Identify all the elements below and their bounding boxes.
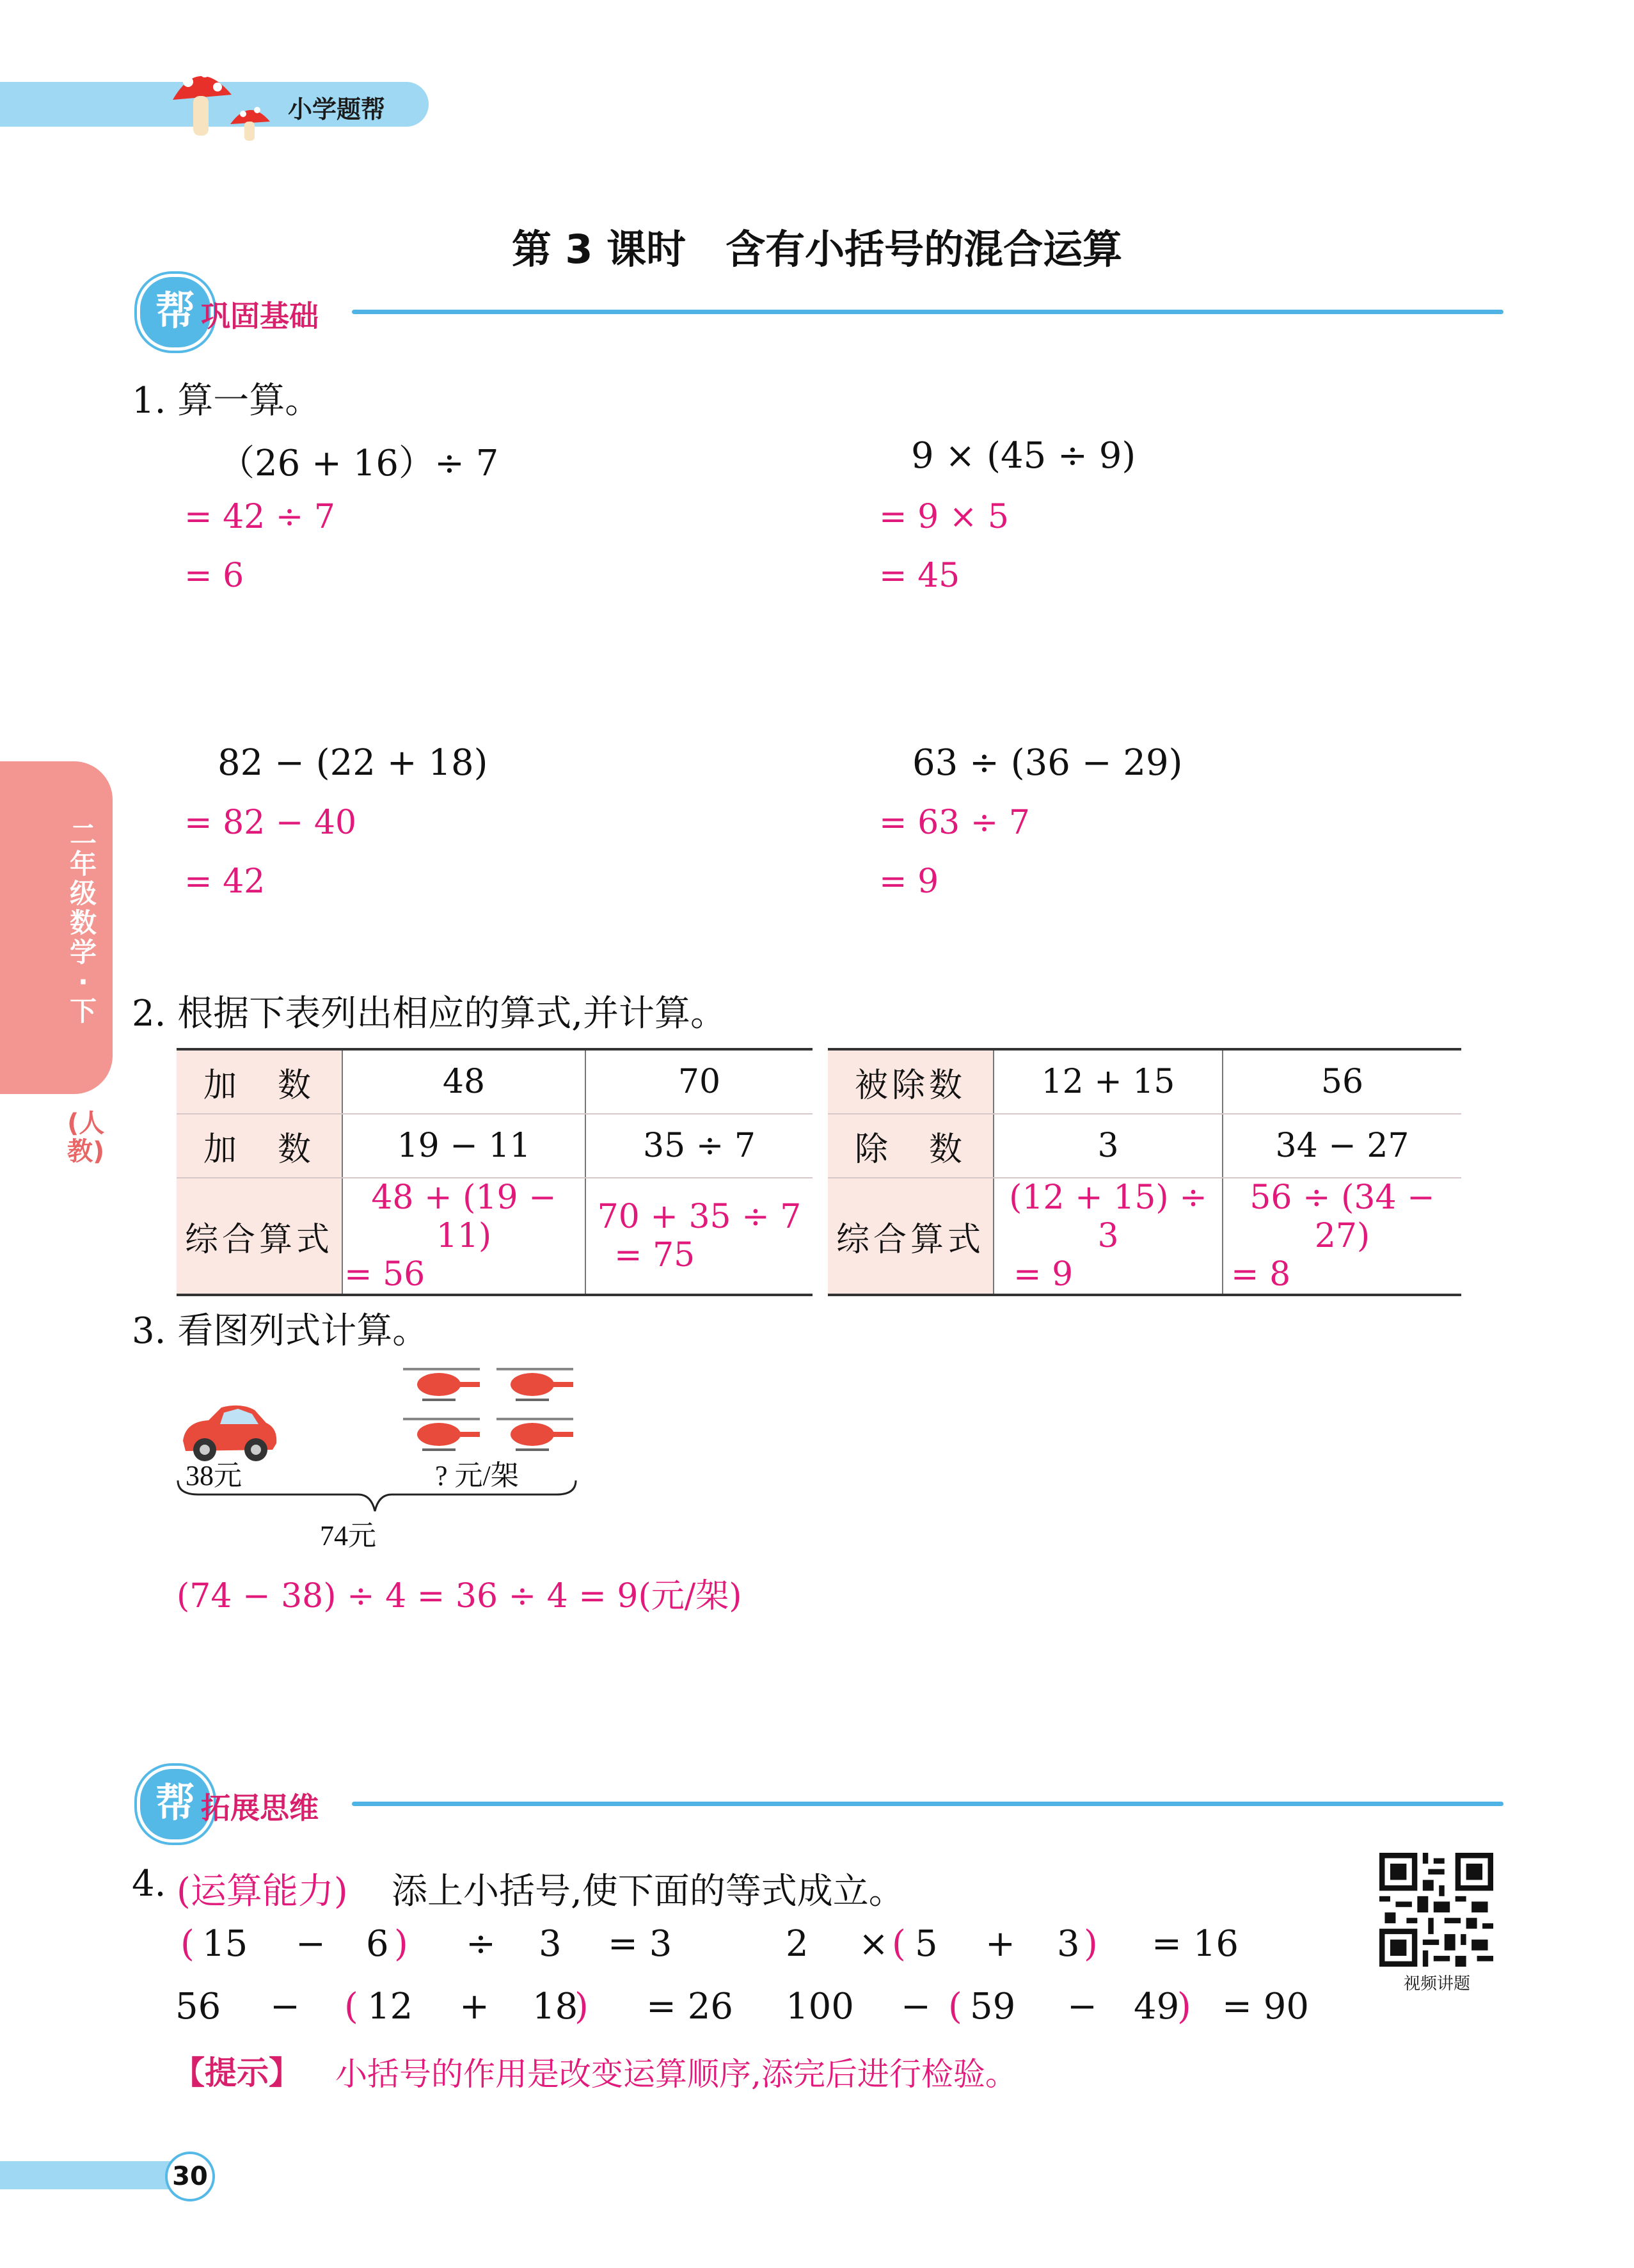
section-label-basic: 巩固基础 <box>201 299 319 333</box>
helicopter-icon <box>403 1363 582 1465</box>
answer-result: = 8 <box>1231 1255 1291 1294</box>
brand-name: 小学题帮 <box>288 95 386 123</box>
side-tab-edition: (人教) <box>67 1109 105 1166</box>
number: 49 <box>1134 1986 1180 2027</box>
question-2-title: 2. 根据下表列出相应的算式,并计算。 <box>132 993 727 1035</box>
hint-text: 小括号的作用是改变运算顺序,添完后进行检验。 <box>335 2056 1017 2093</box>
result: = 26 <box>646 1986 733 2027</box>
question-3-title: 3. 看图列式计算。 <box>132 1310 429 1352</box>
operator: − <box>296 1923 326 1965</box>
paren: ( <box>892 1923 906 1965</box>
section-label-extend: 拓展思维 <box>201 1791 319 1825</box>
table-cell: 48 <box>342 1049 585 1114</box>
paren: ) <box>1084 1923 1098 1965</box>
answer-step: = 63 ÷ 7 <box>879 804 1030 842</box>
hint-label: 【提示】 <box>173 2054 301 2091</box>
car-price-label: 38元 <box>186 1460 242 1491</box>
page-title: 第 3 课时 含有小括号的混合运算 <box>511 226 1123 273</box>
result: = 3 <box>608 1923 672 1965</box>
section-divider <box>352 1802 1503 1806</box>
table-addition <box>177 1048 813 1296</box>
side-tab-grade: 二年级数学·下 <box>69 819 97 1027</box>
number: 18 <box>532 1986 578 2027</box>
expression: （26 + 16）÷ 7 <box>219 443 499 484</box>
result: = 16 <box>1152 1923 1239 1965</box>
qr-code-icon[interactable] <box>1379 1853 1493 1967</box>
row-label: 被除数 <box>828 1049 994 1114</box>
expression: 9 × (45 ÷ 9) <box>911 435 1136 477</box>
paren: ( <box>180 1923 194 1965</box>
table-cell: 35 ÷ 7 <box>585 1114 813 1178</box>
expression: 82 − (22 + 18) <box>218 742 488 784</box>
table-cell: 34 − 27 <box>1223 1114 1461 1178</box>
answer-cell <box>1223 1178 1461 1295</box>
number: 3 <box>539 1923 562 1965</box>
skill-tag: (运算能力) <box>177 1871 348 1912</box>
operator: − <box>270 1986 300 2027</box>
number: 15 <box>202 1923 248 1965</box>
table-cell: 12 + 15 <box>994 1049 1223 1114</box>
row-label: 加 数 <box>177 1049 342 1114</box>
answer-result: = 75 <box>614 1236 695 1274</box>
answer-step: = 6 <box>184 557 244 595</box>
question-1-title: 1. 算一算。 <box>132 380 321 422</box>
answer-result: = 9 <box>1013 1255 1074 1294</box>
operator: ÷ <box>466 1923 496 1965</box>
number: 12 <box>367 1986 413 2027</box>
answer-step: = 42 ÷ 7 <box>184 498 335 536</box>
paren: ( <box>948 1986 962 2027</box>
row-label: 加 数 <box>177 1114 342 1178</box>
mushroom-icon <box>160 55 288 145</box>
section-divider <box>352 310 1503 314</box>
number: 6 <box>366 1923 389 1965</box>
answer-step: = 45 <box>879 557 960 595</box>
answer-step: = 9 × 5 <box>879 498 1009 536</box>
answer-step: = 42 <box>184 862 266 901</box>
number: 2 <box>786 1923 809 1965</box>
answer-cell <box>994 1178 1223 1295</box>
answer-formula: 70 + 35 ÷ 7 <box>597 1198 802 1236</box>
paren: ) <box>394 1923 408 1965</box>
qr-caption: 视频讲题 <box>1403 1974 1470 1993</box>
answer-formula: 56 ÷ (34 − 27) <box>1249 1178 1435 1255</box>
answer-step: = 9 <box>879 862 939 901</box>
row-label: 综合算式 <box>177 1178 342 1295</box>
answer-step: = 82 − 40 <box>184 804 357 842</box>
result: = 90 <box>1222 1986 1309 2027</box>
number: 5 <box>915 1923 938 1965</box>
table-cell: 3 <box>994 1114 1223 1178</box>
operator: + <box>985 1923 1015 1965</box>
paren: ( <box>344 1986 358 2027</box>
answer-formula: (12 + 15) ÷ 3 <box>1009 1178 1207 1255</box>
operator: × <box>859 1923 889 1965</box>
bang-badge: 帮 <box>137 274 214 351</box>
answer-result: = 56 <box>344 1255 425 1294</box>
question-4-title: 添上小括号,使下面的等式成立。 <box>392 1871 905 1912</box>
number: 3 <box>1057 1923 1080 1965</box>
number: 56 <box>175 1986 221 2027</box>
row-label: 综合算式 <box>828 1178 994 1295</box>
paren: ) <box>575 1986 589 2027</box>
operator: − <box>1067 1986 1097 2027</box>
expression: 63 ÷ (36 − 29) <box>912 742 1183 784</box>
answer-formula: 48 + (19 − 11) <box>371 1178 557 1255</box>
bang-badge: 帮 <box>137 1766 214 1843</box>
question-4-number: 4. <box>132 1863 166 1905</box>
page-number: 30 <box>165 2152 215 2201</box>
table-division <box>828 1048 1461 1296</box>
table-cell: 19 − 11 <box>342 1114 585 1178</box>
answer-cell <box>342 1178 585 1295</box>
operator: + <box>459 1986 489 2027</box>
number: 100 <box>786 1986 854 2027</box>
helicopter-price-label: ? 元/架 <box>435 1460 519 1491</box>
row-label: 除 数 <box>828 1114 994 1178</box>
paren: ) <box>1177 1986 1191 2027</box>
total-price-label: 74元 <box>320 1520 376 1551</box>
table-cell: 56 <box>1223 1049 1461 1114</box>
answer-line: (74 − 38) ÷ 4 = 36 ÷ 4 = 9(元/架) <box>177 1577 742 1615</box>
answer-cell <box>585 1178 813 1295</box>
total-brace <box>173 1478 582 1516</box>
table-cell: 70 <box>585 1049 813 1114</box>
number: 59 <box>970 1986 1016 2027</box>
operator: − <box>901 1986 931 2027</box>
